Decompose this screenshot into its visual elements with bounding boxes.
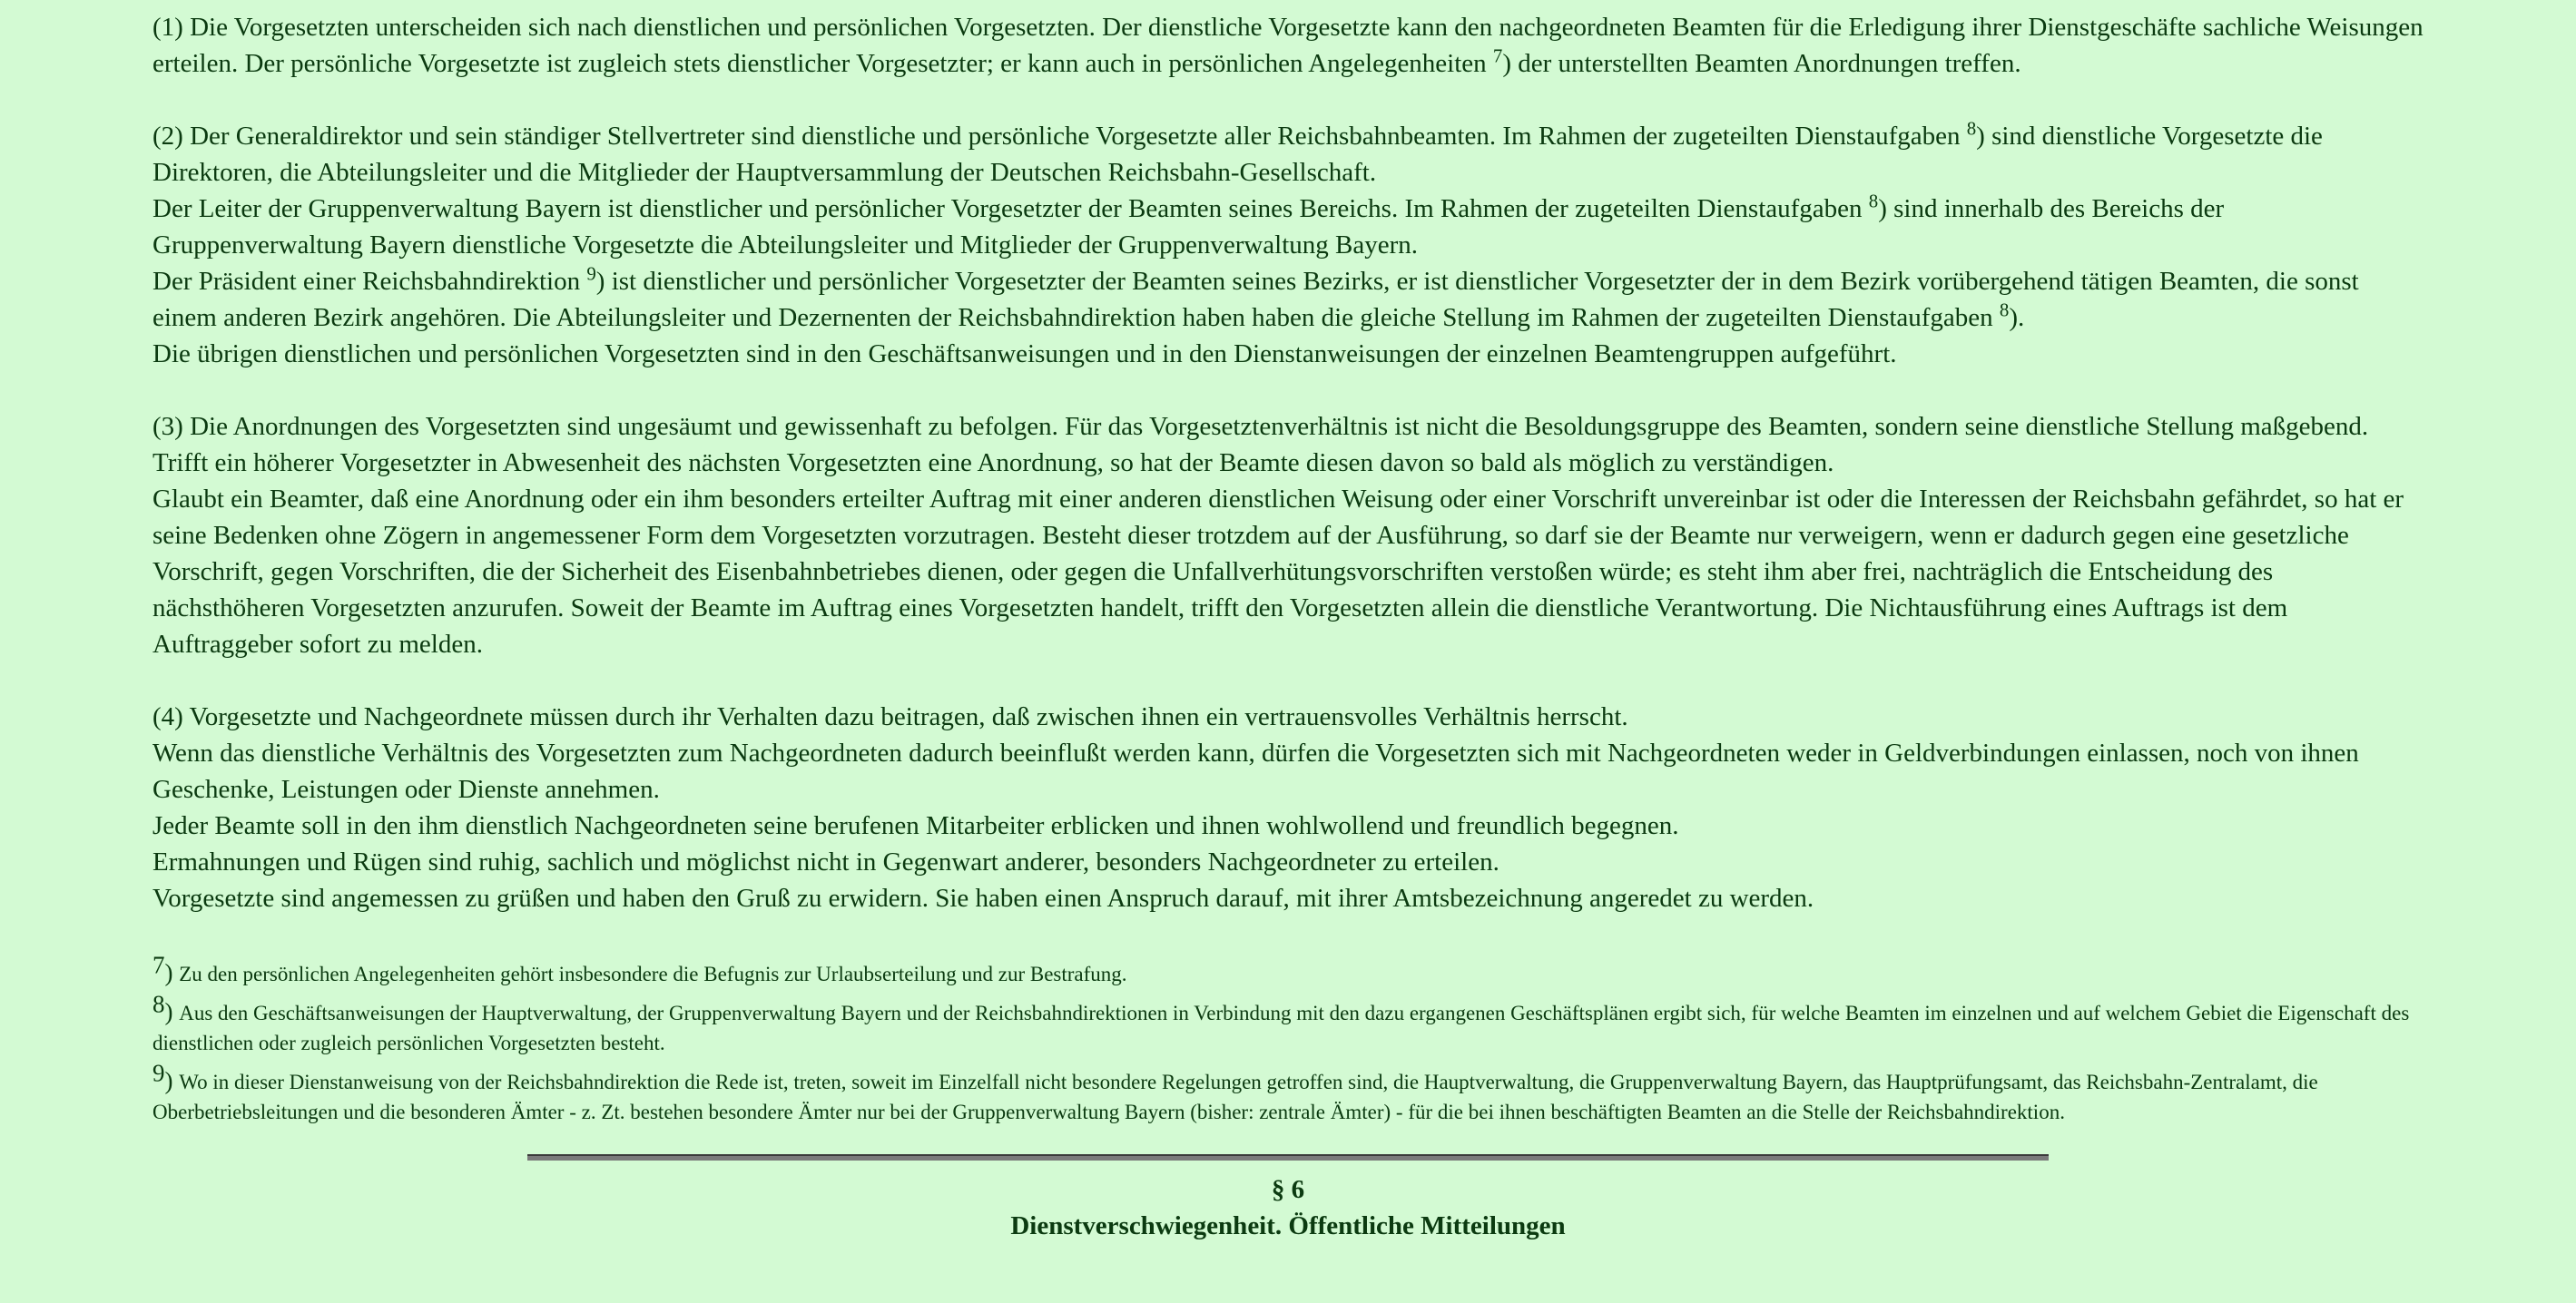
paragraph-3b-text: Glaubt ein Beamter, daß eine Anordnung oder ein ihm besonders erteilter Auftrag mit einer anderen dienstlichen Weisung oder einer Vorschrift unvereinbar ist oder die Interessen der Reichsbahn gefährdet, so hat er seine Bedenken ohne Zögern in angemessener Form dem Vorgesetzten vorzutragen. Besteht dieser trotzdem auf der Ausführung, so darf sie der Beamte nur verweigern, wenn er dadurch gegen eine gesetzliche Vorschrift, gegen Vorschriften, die der Sicherheit des Eisenbahnbetriebes dienen, oder gegen die Unfallverhütungsvorschriften verstoßen würde; es steht ihm aber frei, nachträglich die Entscheidung des nächsthöheren Vorgesetzten anzurufen. Soweit der Beamte im Auftrag eines Vorgesetzten handelt, trifft den Vorgesetzten allein die dienstliche Verantwortung. Die Nichtausführung eines Auftrags ist dem Auftraggeber sofort zu melden. xyxy=(152,485,2404,659)
section-heading xyxy=(152,1171,2424,1244)
paragraph-3a-text: (3) Die Anordnungen des Vorgesetzten sind ungesäumt und gewissenhaft zu befolgen. Für das Vorgesetztenverhältnis ist nicht die Besoldungsgruppe des Beamten, sondern seine dienstliche Stellung maßgebend. Trifft ein höherer Vorgesetzter in Abwesenheit des nächsten Vorgesetzten eine Anordnung, so hat der Beamte diesen davon so bald als möglich zu verständigen. xyxy=(152,412,2369,477)
paragraph-4a-text: (4) Vorgesetzte und Nachgeordnete müssen durch ihr Verhalten dazu beitragen, daß zwischen ihnen ein vertrauensvolles Verhältnis herrscht. xyxy=(152,702,1628,731)
footnote-ref-8: 8 xyxy=(1868,190,1879,212)
paragraph-3b xyxy=(152,481,2424,662)
footnote-7-text: Zu den persönlichen Angelegenheiten gehört insbesondere die Befugnis zur Urlaubserteilung und zur Bestrafung. xyxy=(179,963,1127,985)
footnote-9 xyxy=(152,1059,2424,1127)
footnote-9-text: Wo in dieser Dienstanweisung von der Reichsbahndirektion die Rede ist, treten, soweit im Einzelfall nicht besondere Regelungen getroffen sind, die Hauptverwaltung, die Gruppenverwaltung Bayern, das Hauptprüfungsamt, das Reichsbahn-Zentralamt, die Oberbetriebsleitungen und die besonderen Ämter - z. Zt. bestehen besondere Ämter nur bei der Gruppenverwaltung Bayern (bisher: zentrale Ämter) - für die bei ihnen beschäftigten Beamten an die Stelle der Reichsbahndirektion. xyxy=(152,1071,2318,1123)
paragraph-4b xyxy=(152,735,2424,808)
footnote-7 xyxy=(152,951,2424,989)
footnote-7-number: 7 xyxy=(152,951,165,979)
paragraph-2c-text: ) ist dienstlicher und persönlicher Vorgesetzter der Beamten seines Bezirks, er ist dienstlicher Vorgesetzter der in dem Bezirk vorübergehend tätigen Beamten, die sonst einem anderen Bezirk angehören. Die Abteilungsleiter und Dezernenten der Reichsbahndirektion haben haben die gleiche Stellung im Rahmen der zugeteilten Dienstaufgaben xyxy=(152,267,2359,332)
section-number: § 6 xyxy=(1271,1175,1305,1204)
paragraph-1 xyxy=(152,9,2424,82)
footnote-8-paren: ) xyxy=(164,998,180,1025)
paragraph-4a xyxy=(152,699,2424,735)
footnotes-section xyxy=(152,951,2424,1127)
paragraph-4d xyxy=(152,844,2424,880)
paragraph-4c-text: Jeder Beamte soll in den ihm dienstlich Nachgeordneten seine berufenen Mitarbeiter erblicken und ihnen wohlwollend und freundlich begegnen. xyxy=(152,811,1679,840)
footnote-9-paren: ) xyxy=(164,1067,180,1094)
paragraph-4c xyxy=(152,808,2424,844)
footnote-ref-8: 8 xyxy=(1966,117,1977,140)
paragraph-4e xyxy=(152,880,2424,916)
paragraph-3a xyxy=(152,408,2424,481)
paragraph-4e-text: Vorgesetzte sind angemessen zu grüßen und haben den Gruß zu erwidern. Sie haben einen Anspruch darauf, mit ihrer Amtsbezeichnung angeredet zu werden. xyxy=(152,884,1814,913)
paragraph-2b xyxy=(152,191,2424,263)
footnote-9-number: 9 xyxy=(152,1059,165,1087)
paragraph-2c-text: ). xyxy=(2009,303,2025,332)
paragraph-2a-text: ) sind dienstliche Vorgesetzte die Direktoren, die Abteilungsleiter und die Mitglieder der Hauptversammlung der Deutschen Reichsbahn-Gesellschaft. xyxy=(152,122,2323,187)
paragraph-2a xyxy=(152,118,2424,191)
footnote-7-paren: ) xyxy=(164,959,180,986)
section-title: Dienstverschwiegenheit. Öffentliche Mitteilungen xyxy=(1010,1211,1566,1240)
paragraph-2a-text: (2) Der Generaldirektor und sein ständiger Stellvertreter sind dienstliche und persönliche Vorgesetzte aller Reichsbahnbeamten. Im Rahmen der zugeteilten Dienstaufgaben xyxy=(152,122,1967,151)
paragraph-2c xyxy=(152,263,2424,336)
paragraph-1-text: ) der unterstellten Beamten Anordnungen treffen. xyxy=(1502,49,2021,78)
paragraph-2b-text: ) sind innerhalb des Bereichs der Gruppenverwaltung Bayern dienstliche Vorgesetzte die Abteilungsleiter und Mitglieder der Gruppenverwaltung Bayern. xyxy=(152,194,2225,260)
footnote-8-text: Aus den Geschäftsanweisungen der Hauptverwaltung, der Gruppenverwaltung Bayern und der Reichsbahndirektionen in Verbindung mit den dazu ergangenen Geschäftsplänen ergibt sich, für welche Beamten im einzelnen und auf welchem Gebiet die Eigenschaft des dienstlichen oder zugleich persönlichen Vorgesetzten besteht. xyxy=(152,1002,2410,1054)
footnote-ref-7: 7 xyxy=(1492,44,1503,67)
paragraph-4d-text: Ermahnungen und Rügen sind ruhig, sachlich und möglichst nicht in Gegenwart anderer, besonders Nachgeordneter zu erteilen. xyxy=(152,847,1499,877)
paragraph-2b-text: Der Leiter der Gruppenverwaltung Bayern ist dienstlicher und persönlicher Vorgesetzter der Beamten seines Bereichs. Im Rahmen der zugeteilten Dienstaufgaben xyxy=(152,194,1869,223)
paragraph-2d xyxy=(152,336,2424,372)
footnote-8 xyxy=(152,990,2424,1058)
paragraph-2c-text: Der Präsident einer Reichsbahndirektion xyxy=(152,267,587,296)
paragraph-1-text: (1) Die Vorgesetzten unterscheiden sich nach dienstlichen und persönlichen Vorgesetzten. Der dienstliche Vorgesetzte kann den nachgeordneten Beamten für die Erledigung ihrer Dienstgeschäfte sachliche Weisungen erteilen. Der persönliche Vorgesetzte ist zugleich stets dienstlicher Vorgesetzter; er kann auch in persönlichen Angelegenheiten xyxy=(152,13,2424,78)
footnote-ref-8: 8 xyxy=(1999,299,2010,321)
footnote-8-number: 8 xyxy=(152,990,165,1018)
section-divider xyxy=(527,1154,2049,1161)
paragraph-2d-text: Die übrigen dienstlichen und persönlichen Vorgesetzten sind in den Geschäftsanweisungen und in den Dienstanweisungen der einzelnen Beamtengruppen aufgeführt. xyxy=(152,339,1897,368)
footnote-ref-9: 9 xyxy=(586,262,596,285)
paragraph-4b-text: Wenn das dienstliche Verhältnis des Vorgesetzten zum Nachgeordneten dadurch beeinflußt werden kann, dürfen die Vorgesetzten sich mit Nachgeordneten weder in Geldverbindungen einlassen, noch von ihnen Geschenke, Leistungen oder Dienste annehmen. xyxy=(152,739,2359,804)
